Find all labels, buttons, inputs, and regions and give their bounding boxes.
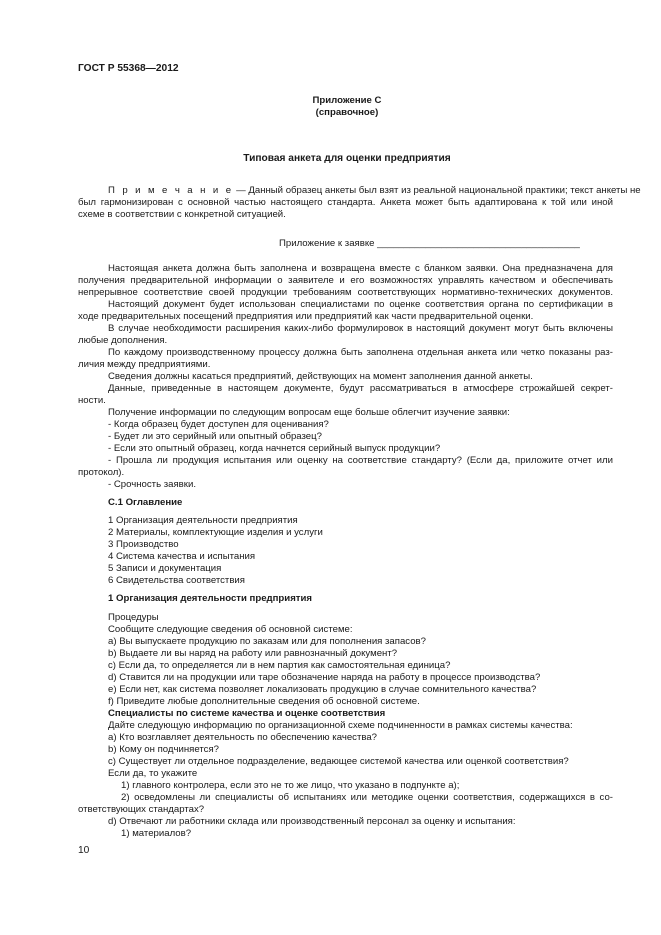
intro-line: Настоящий документ будет использован специалистами по оценке соответствия органа по сертификации в <box>108 299 613 310</box>
procedures-intro: Сообщите следующие сведения об основной системе: <box>108 624 353 635</box>
toc-heading: C.1 Оглавление <box>108 497 183 508</box>
specialist-item: Если да, то укажите <box>108 768 198 779</box>
main-title: Типовая анкета для оценки предприятия <box>243 153 451 164</box>
note-line-1 <box>108 185 641 197</box>
appendix-title: Приложение C <box>312 95 382 106</box>
intro-line: Получение информации по следующим вопросам еще больше облегчит изучение заявки: <box>108 407 510 418</box>
toc-item: 2 Материалы, комплектующие изделия и услуги <box>108 527 323 538</box>
section-1-heading: 1 Организация деятельности предприятия <box>108 593 312 604</box>
specialist-subitem: 1) материалов? <box>121 828 192 839</box>
note-text-1: — Данный образец анкеты был взят из реальной национальной практики; текст анкеты не <box>233 185 641 196</box>
procedure-item: e) Если нет, как система позволяет локализовать продукцию в случае сомнительного качества? <box>108 684 537 695</box>
intro-line: По каждому производственному процессу должна быть заполнена отдельная анкета или четко показаны раз- <box>108 347 613 358</box>
appendix-subtitle: (справочное) <box>315 107 379 118</box>
specialist-subitem: 1) главного контролера, если это не то же лицо, что указано в подпункте а); <box>121 780 460 791</box>
intro-line: Настоящая анкета должна быть заполнена и возвращена вместе с бланком заявки. Она предназначена для <box>108 263 613 274</box>
intro-line: получения предварительной информации о заявителе и его возможностях управлять качеством и обеспечивать <box>78 275 613 286</box>
intro-line: Сведения должны касаться предприятий, действующих на момент заполнения данной анкеты. <box>108 371 533 382</box>
procedure-item: c) Если да, то определяется ли в нем партия как самостоятельная единица? <box>108 660 451 671</box>
question-item: - Будет ли это серийный или опытный образец? <box>108 431 322 442</box>
application-reference: Приложение к заявке ______________________________________ <box>279 238 580 249</box>
intro-line: Данные, приведенные в настоящем документе, будут рассматриваться в атмосфере строжайшей секрет- <box>108 383 613 394</box>
procedure-item: d) Ставится ли на продукции или таре обозначение наряда на работу в процессе производства? <box>108 672 541 683</box>
toc-item: 1 Организация деятельности предприятия <box>108 515 298 526</box>
note-label: П р и м е ч а н и е <box>108 185 234 196</box>
specialist-item: c) Существует ли отдельное подразделение, ведающее системой качества или оценкой соответствия? <box>108 756 569 767</box>
toc-item: 6 Свидетельства соответствия <box>108 575 245 586</box>
intro-line: любые дополнения. <box>78 335 168 346</box>
specialist-subitem: 2) осведомлены ли специалисты об испытаниях или методике оценки соответствия, содержащихся в со- <box>121 792 613 803</box>
intro-line: ходе предварительных посещений предприятия или предприятий как части предварительной оценки. <box>78 311 534 322</box>
toc-item: 5 Записи и документация <box>108 563 222 574</box>
intro-line: непрерывное соответствие своей продукции требованиям соответствующих нормативно-технических документов. <box>78 287 613 298</box>
question-item: - Срочность заявки. <box>108 479 196 490</box>
procedure-item: а) Вы выпускаете продукцию по заказам или для пополнения запасов? <box>108 636 426 647</box>
specialist-subitem: ответствующих стандартах? <box>78 804 205 815</box>
note-line-2: был гармонизирован с основной частью настоящего стандарта. Анкета может быть адаптирована к той или иной <box>78 197 613 208</box>
specialists-heading: Специалисты по системе качества и оценке соответствия <box>108 708 386 719</box>
note-line-3: схеме в соответствии с конкретной ситуацией. <box>78 209 286 220</box>
procedure-item: f) Приведите любые дополнительные сведения об основной системе. <box>108 696 420 707</box>
specialist-item: d) Отвечают ли работники склада или производственный персонал за оценку и испытания: <box>108 816 516 827</box>
page-number: 10 <box>78 845 90 856</box>
specialist-item: b) Кому он подчиняется? <box>108 744 219 755</box>
toc-item: 4 Система качества и испытания <box>108 551 256 562</box>
standard-header: ГОСТ Р 55368—2012 <box>78 63 179 74</box>
question-item: - Прошла ли продукция испытания или оценку на соответствие стандарту? (Если да, приложите отчет или <box>108 455 613 466</box>
specialist-item: а) Кто возглавляет деятельность по обеспечению качества? <box>108 732 378 743</box>
toc-item: 3 Производство <box>108 539 179 550</box>
procedures-label: Процедуры <box>108 612 159 623</box>
procedure-item: b) Выдаете ли вы наряд на работу или равнозначный документ? <box>108 648 398 659</box>
specialists-intro: Дайте следующую информацию по организационной схеме подчиненности в рамках системы качества: <box>108 720 573 731</box>
question-item: протокол). <box>78 467 125 478</box>
question-item: - Когда образец будет доступен для оценивания? <box>108 419 329 430</box>
intro-line: В случае необходимости расширения каких-либо формулировок в настоящий документ могут быть включены <box>108 323 613 334</box>
intro-line: личия между предприятиями. <box>78 359 211 370</box>
question-item: - Если это опытный образец, когда начнется серийный выпуск продукции? <box>108 443 441 454</box>
intro-line: ности. <box>78 395 106 406</box>
